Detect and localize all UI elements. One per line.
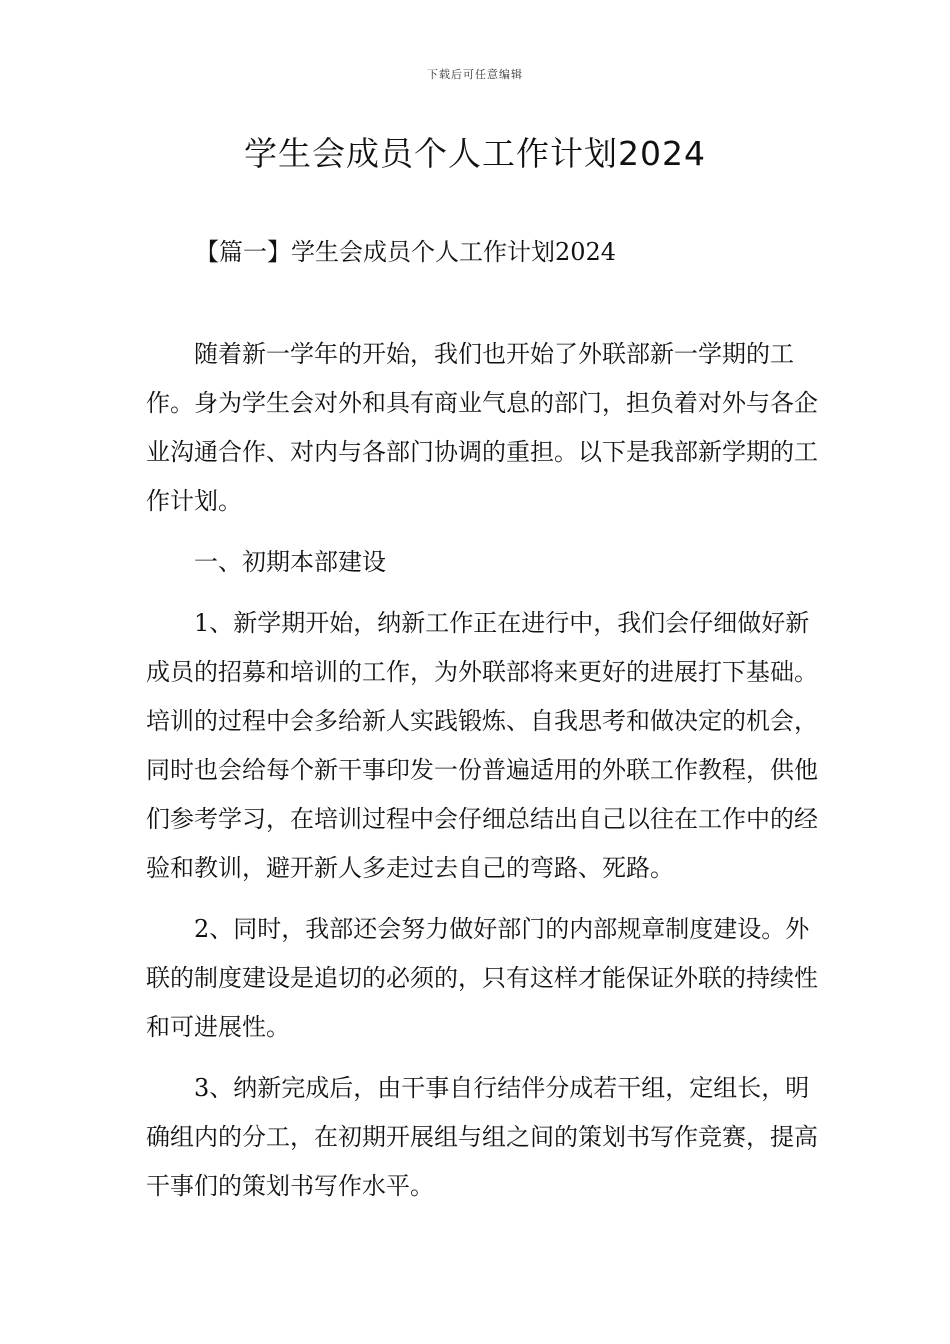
paragraph-intro: 随着新一学年的开始，我们也开始了外联部新一学期的工作。身为学生会对外和具有商业气息的部门，担负着对外与各企业沟通合作、对内与各部门协调的重担。以下是我部新学期的工作计划。 <box>146 340 818 515</box>
document-body <box>146 330 826 1211</box>
paragraph-subheading: 一、初期本部建设 <box>194 548 386 576</box>
header-note: 下载后可任意编辑 <box>427 68 523 81</box>
paragraph-item-3: 3、纳新完成后，由干事自行结伴分成若干组，定组长，明确组内的分工，在初期开展组与组之间的策划书写作竞赛，提高干事们的策划书写作水平。 <box>146 1074 818 1200</box>
paragraph-item-1: 1、新学期开始，纳新工作正在进行中，我们会仔细做好新成员的招募和培训的工作，为外联部将来更好的进展打下基础。培训的过程中会多给新人实践锻炼、自我思考和做决定的机会，同时也会给每个新干事印发一份普遍适用的外联工作教程，供他们参考学习，在培训过程中会仔细总结出自己以往在工作中的经验和教训，避开新人多走过去自己的弯路、死路。 <box>146 609 818 882</box>
section-heading: 【篇一】学生会成员个人工作计划2024 <box>195 238 617 266</box>
document-title: 学生会成员个人工作计划2024 <box>244 134 706 173</box>
paragraph-item-2: 2、同时，我部还会努力做好部门的内部规章制度建设。外联的制度建设是追切的必须的，只有这样才能保证外联的持续性和可进展性。 <box>146 915 818 1041</box>
